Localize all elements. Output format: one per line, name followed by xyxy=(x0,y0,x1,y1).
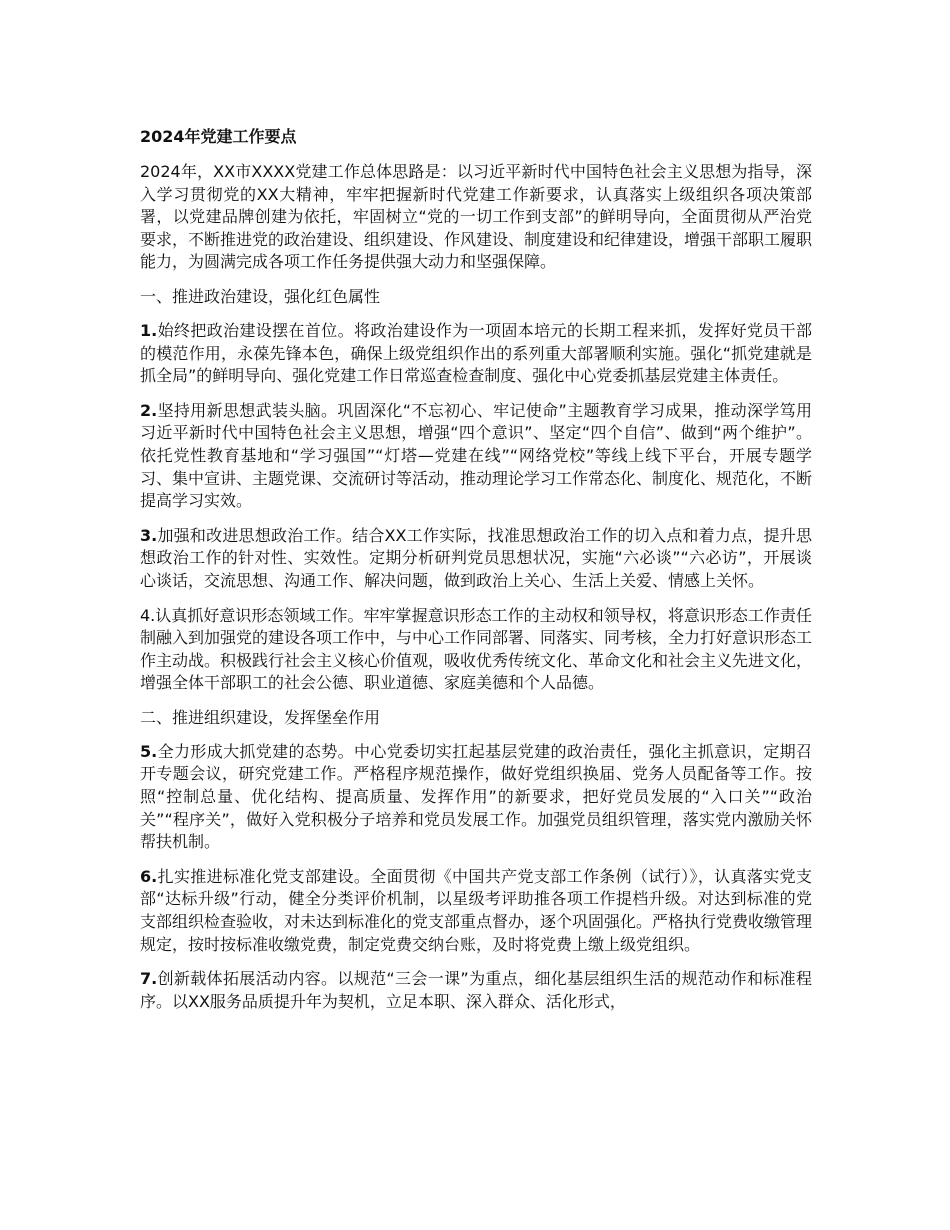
section-heading-1: 一、推进政治建设，强化红色属性 xyxy=(140,286,381,306)
item-number: 4. xyxy=(140,605,156,625)
list-item xyxy=(140,400,812,513)
item-text: 始终把政治建设摆在首位。将政治建设作为一项固本培元的长期工程来抓，发挥好党员干部的模范作用，永葆先锋本色，确保上级党组织作出的系列重大部署顺利实施。强化“抓党建就是抓全局”的鲜明导向、强化党建工作日常巡查检查制度、强化中心党委抓基层党建主体责任。 xyxy=(140,320,812,386)
item-text: 扎实推进标准化党支部建设。全面贯彻《中国共产党支部工作条例（试行）》，认真落实党支部“达标升级”行动，健全分类评价机制，以星级考评助推各项工作提档升级。对达到标准的党支部组织检查验收，对未达到标准化的党支部重点督办，逐个巩固强化。严格执行党费收缴管理规定，按时按标准收缴党费，制定党费交纳台账，及时将党费上缴上级党组织。 xyxy=(140,866,813,954)
list-item xyxy=(140,968,812,1013)
item-number: 5. xyxy=(140,741,158,761)
list-item xyxy=(140,741,812,854)
list-item xyxy=(140,525,812,593)
document-page xyxy=(140,126,812,1025)
item-text: 坚持用新思想武装头脑。巩固深化“不忘初心、牢记使命”主题教育学习成果，推动深学笃用习近平新时代中国特色社会主义思想，增强“四个意识”、坚定“四个自信”、做到“两个维护”。依托党性教育基地和“学习强国”“灯塔—党建在线”“网络党校”等线上线下平台，开展专题学习、集中宣讲、主题党课、交流研讨等活动，推动理论学习工作常态化、制度化、规范化，不断提高学习实效。 xyxy=(140,400,813,511)
item-text: 认真抓好意识形态领域工作。牢牢掌握意识形态工作的主动权和领导权，将意识形态工作责任制融入到加强党的建设各项工作中，与中心工作同部署、同落实、同考核，全力打好意识形态工作主动战。积极践行社会主义核心价值观，吸收优秀传统文化、革命文化和社会主义先进文化，增强全体干部职工的社会公德、职业道德、家庭美德和个人品德。 xyxy=(140,605,813,693)
item-text: 创新载体拓展活动内容。以规范“三会一课”为重点，细化基层组织生活的规范动作和标准程序。以XX服务品质提升年为契机，立足本职、深入群众、活化形式， xyxy=(140,969,812,1011)
list-item xyxy=(140,866,812,956)
item-number: 3. xyxy=(140,525,158,545)
document-title: 2024年党建工作要点 xyxy=(140,127,297,146)
intro-paragraph: 2024年，XX市XXXX党建工作总体思路是：以习近平新时代中国特色社会主义思想为指导，深入学习贯彻党的XX大精神，牢牢把握新时代党建工作新要求，认真落实上级组织各项决策部署，以党建品牌创建为依托，牢固树立“党的一切工作到支部”的鲜明导向，全面贯彻从严治党要求，不断推进党的政治建设、组织建设、作风建设、制度建设和纪律建设，增强干部职工履职能力，为圆满完成各项工作任务提供强大动力和坚强保障。 xyxy=(140,162,813,272)
list-item xyxy=(140,320,812,388)
list-item xyxy=(140,605,812,695)
item-text: 加强和改进思想政治工作。结合XX工作实际，找准思想政治工作的切入点和着力点，提升思想政治工作的针对性、实效性。定期分析研判党员思想状况，实施“六必谈”“六必访”，开展谈心谈话，交流思想、沟通工作、解决问题，做到政治上关心、生活上关爱、情感上关怀。 xyxy=(140,525,812,590)
section-heading-2: 二、推进组织建设，发挥堡垒作用 xyxy=(140,707,381,727)
item-text: 全力形成大抓党建的态势。中心党委切实扛起基层党建的政治责任，强化主抓意识，定期召开专题会议，研究党建工作。严格程序规范操作，做好党组织换届、党务人员配备等工作。按照“控制总量、优化结构、提高质量、发挥作用”的新要求，把好党员发展的“入口关”“政治关”“程序关”，做好入党积极分子培养和党员发展工作。加强党员组织管理，落实党内激励关怀帮扶机制。 xyxy=(140,741,812,852)
item-number: 7. xyxy=(140,969,158,989)
item-number: 6. xyxy=(140,866,158,886)
item-number: 1. xyxy=(140,320,158,340)
item-number: 2. xyxy=(140,400,158,420)
